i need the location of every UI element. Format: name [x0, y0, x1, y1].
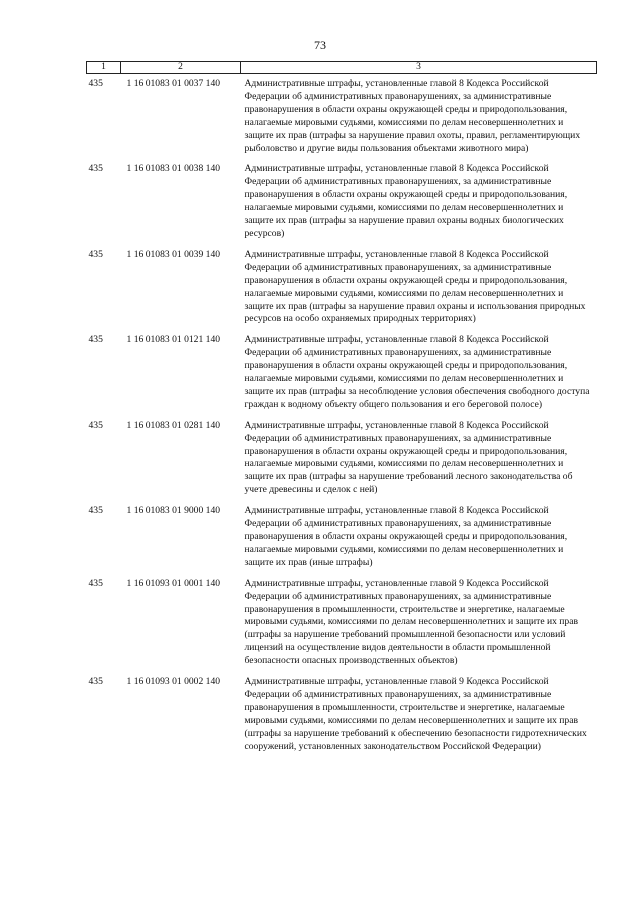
- budget-classification-code: 1 16 01083 01 0281 140: [126, 419, 221, 431]
- table-row: [87, 245, 597, 330]
- table-row: [87, 74, 597, 160]
- budget-classification-code: 1 16 01083 01 9000 140: [126, 505, 221, 517]
- row-description: Административные штрафы, установленные главой 8 Кодекса Российской Федерации об административных правонарушениях, за административные правонарушения в области охраны окружающей среды и природопользования, налагаемые мировыми судьями, комиссиями по делам несовершеннолетних и защите их прав (штрафы за нарушение правил охоты, правил, регламентирующих рыболовство и другие виды пользования объектами животного мира): [244, 78, 581, 154]
- admin-code: 435: [88, 163, 103, 175]
- row-description: Административные штрафы, установленные главой 8 Кодекса Российской Федерации об административных правонарушениях, за административные правонарушения в области охраны окружающей среды и природопользования, налагаемые мировыми судьями, комиссиями по делам несовершеннолетних и защите их прав (штрафы за нарушение требований лесного законодательства об учете древесины и сделок с ней): [244, 419, 573, 496]
- table-row: [87, 159, 597, 244]
- budget-classification-code: 1 16 01083 01 0038 140: [126, 163, 221, 175]
- row-description: Административные штрафы, установленные главой 9 Кодекса Российской Федерации об административных правонарушениях, за административные правонарушения в промышленности, строительстве и энергетике, налагаемые мировыми судьями, комиссиями по делам несовершеннолетних и защите их прав (штрафы за нарушение требований к обеспечению безопасности гидротехнических сооружений, установленных законодательством Российской Федерации): [244, 676, 587, 752]
- fines-table: [86, 61, 597, 758]
- row-description: Административные штрафы, установленные главой 8 Кодекса Российской Федерации об административных правонарушениях, за административные правонарушения в области охраны окружающей среды и природопользования, налагаемые мировыми судьями, комиссиями по делам несовершеннолетних и защите их прав (штрафы за нарушение правил охраны и использования природных ресурсов на особо охраняемых природных территориях): [244, 248, 586, 325]
- row-description: Административные штрафы, установленные главой 9 Кодекса Российской Федерации об административных правонарушениях, за административные правонарушения в промышленности, строительстве и энергетике, налагаемые мировыми судьями, комиссиями по делам несовершеннолетних и защите их прав (штрафы за нарушение требований промышленной безопасности или условий лицензий на осуществление видов деятельности в области промышленной безопасности опасных производственных объектов): [244, 577, 579, 667]
- budget-classification-code: 1 16 01083 01 0039 140: [126, 248, 221, 260]
- table-row: [87, 501, 597, 574]
- table-header: [87, 62, 597, 74]
- row-description: Административные штрафы, установленные главой 8 Кодекса Российской Федерации об административных правонарушениях, за административные правонарушения в области охраны окружающей среды и природопользования, налагаемые мировыми судьями, комиссиями по делам несовершеннолетних и защите их прав (иные штрафы): [244, 505, 568, 568]
- row-description: Административные штрафы, установленные главой 8 Кодекса Российской Федерации об административных правонарушениях, за административные правонарушения в области охраны окружающей среды и природопользования, налагаемые мировыми судьями, комиссиями по делам несовершеннолетних и защите их прав (штрафы за несоблюдение условия обеспечения свободного доступа граждан к водному объекту общего пользования и его береговой полосе): [244, 334, 590, 410]
- budget-classification-code: 1 16 01093 01 0002 140: [126, 676, 221, 688]
- admin-code: 435: [88, 334, 103, 346]
- column-header-2: 2: [121, 62, 241, 74]
- table-row: [87, 330, 597, 415]
- row-description: Административные штрафы, установленные главой 8 Кодекса Российской Федерации об административных правонарушениях, за административные правонарушения в области охраны окружающей среды и природопользования, налагаемые мировыми судьями, комиссиями по делам несовершеннолетних и защите их прав (штрафы за нарушение правил охраны водных биологических ресурсов): [244, 163, 568, 239]
- admin-code: 435: [88, 577, 103, 589]
- admin-code: 435: [88, 419, 103, 431]
- budget-classification-code: 1 16 01083 01 0121 140: [126, 334, 221, 346]
- budget-classification-code: 1 16 01083 01 0037 140: [126, 78, 221, 89]
- page-number: 73: [314, 38, 326, 52]
- admin-code: 435: [88, 505, 103, 517]
- table-row: [87, 672, 597, 757]
- column-header-3: 3: [241, 62, 597, 74]
- admin-code: 435: [88, 676, 103, 688]
- table-row: [87, 574, 597, 672]
- table-row: [87, 416, 597, 501]
- admin-code: 435: [88, 248, 103, 260]
- admin-code: 435: [88, 78, 103, 89]
- column-header-1: 1: [87, 62, 121, 74]
- budget-classification-code: 1 16 01093 01 0001 140: [126, 577, 221, 589]
